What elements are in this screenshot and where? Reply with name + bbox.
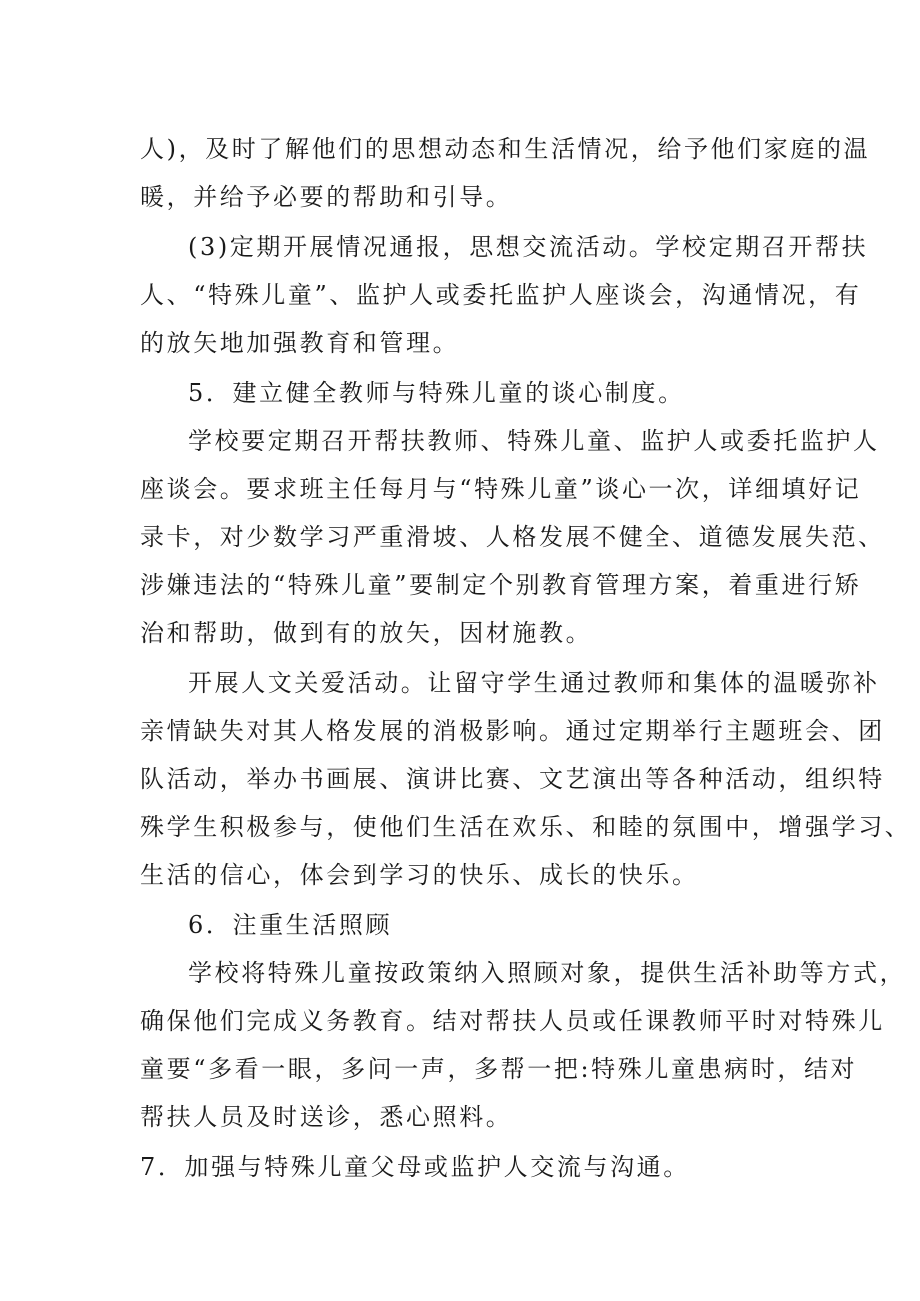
section-heading: 7．加强与特殊儿童父母或监护人交流与沟通。 [140, 1153, 690, 1181]
text-line: 队活动，举办书画展、演讲比赛、文艺演出等各种活动，组织特 [140, 765, 885, 793]
section-heading: 5．建立健全教师与特殊儿童的谈心制度。 [188, 379, 685, 407]
text-line: 学校要定期召开帮扶教师、特殊儿童、监护人或委托监护人 [188, 427, 880, 455]
text-line: 帮扶人员及时送诊，悉心照料。 [140, 1103, 513, 1131]
text-line: 暖，并给予必要的帮助和引导。 [140, 183, 513, 211]
text-line: 座谈会。要求班主任每月与“特殊儿童”谈心一次，详细填好记 [140, 475, 862, 503]
section-heading: 6．注重生活照顾 [188, 911, 393, 939]
text-line: (3)定期开展情况通报，思想交流活动。学校定期召开帮扶 [188, 233, 869, 261]
text-line: 亲情缺失对其人格发展的消极影响。通过定期举行主题班会、团 [140, 717, 885, 745]
text-line: 人、“特殊儿童”、监护人或委托监护人座谈会，沟通情况，有 [140, 281, 862, 309]
text-line: 的放矢地加强教育和管理。 [140, 329, 460, 357]
text-line: 童要“多看一眼，多问一声，多帮一把:特殊儿童患病时，结对 [140, 1055, 858, 1083]
text-line: 生活的信心，体会到学习的快乐、成长的快乐。 [140, 861, 699, 889]
text-line: 学校将特殊儿童按政策纳入照顾对象，提供生活补助等方式， [188, 959, 907, 987]
text-line: 治和帮助，做到有的放矢，因材施教。 [140, 619, 593, 647]
text-line: 人)，及时了解他们的思想动态和生活情况，给予他们家庭的温 [140, 135, 871, 163]
text-line: 开展人文关爱活动。让留守学生通过教师和集体的温暖弥补 [188, 669, 880, 697]
text-line: 录卡，对少数学习严重滑坡、人格发展不健全、道德发展失范、 [140, 523, 885, 551]
text-line: 涉嫌违法的“特殊儿童”要制定个别教育管理方案，着重进行矫 [140, 571, 862, 599]
text-line: 确保他们完成义务教育。结对帮扶人员或任课教师平时对特殊儿 [140, 1007, 885, 1035]
text-line: 殊学生积极参与，使他们生活在欢乐、和睦的氛围中，增强学习、 [140, 813, 912, 841]
